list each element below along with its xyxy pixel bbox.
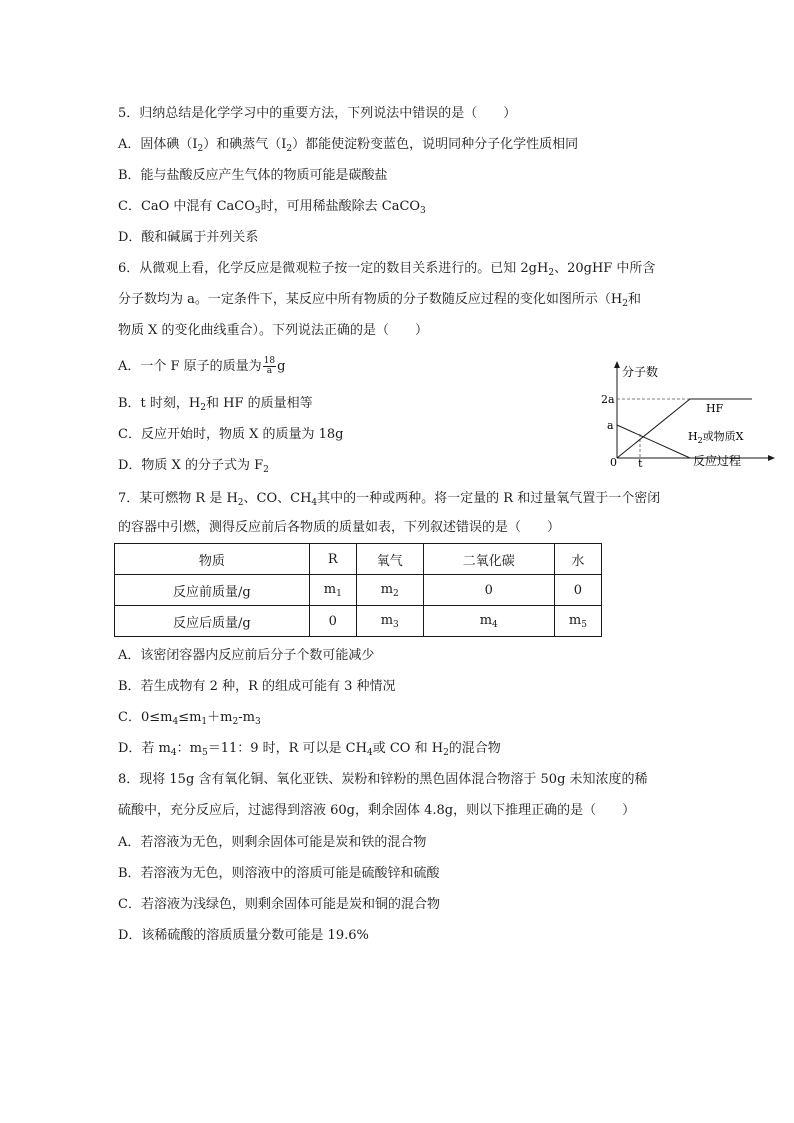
q5-stem: 5．归纳总结是化学学习中的重要方法，下列说法中错误的是（ ） bbox=[118, 106, 517, 121]
row-label: 反应前质量/g bbox=[115, 575, 310, 606]
q5-option-d: D．酸和碱属于并列关系 bbox=[118, 230, 259, 245]
q7-option-a: A．该密闭容器内反应前后分子个数可能减少 bbox=[118, 648, 375, 663]
fraction-18-over-a: $\frac{18}{a}$ bbox=[263, 356, 276, 376]
origin-label: 0 bbox=[610, 456, 617, 469]
q8-option-c: C．若溶液为浅绿色，则剩余固体可能是炭和铜的混合物 bbox=[118, 897, 440, 912]
q8-stem-line1: 8．现将 15g 含有氧化铜、氧化亚铁、炭粉和锌粉的黑色固体混合物溶于 50g 未知浓度的稀 bbox=[118, 772, 648, 787]
table-header-row bbox=[115, 544, 602, 575]
q7-option-d: D．若 $m_4$：$m_5=11$：9 时，R 可以是 $CH_4$或 CO 和 $H_2$的混合物 bbox=[118, 741, 501, 758]
q8-option-d: D．该稀硫酸的溶质质量分数可能是 19.6% bbox=[118, 928, 369, 943]
q6-stem-line3: 物质 X 的变化曲线重合）。下列说法正确的是（ ） bbox=[118, 323, 429, 338]
x-tick-t: t bbox=[638, 457, 643, 470]
q8-option-a: A．若溶液为无色，则剩余固体可能是炭和铁的混合物 bbox=[118, 835, 427, 850]
q5-option-a: A．固体碘$(I_2)$和碘蒸气$(I_2)$都能使淀粉变蓝色，说明同种分子化学性质相同 bbox=[118, 137, 579, 154]
hf-curve bbox=[617, 399, 752, 458]
table-cell: 0 bbox=[554, 575, 601, 606]
q8-stem-line2: 硫酸中，充分反应后，过滤得到溶液 60g，剩余固体 4.8g，则以下推理正确的是（ ） bbox=[118, 803, 636, 818]
table-cell: $m_2$ bbox=[356, 575, 423, 606]
table-row-before bbox=[115, 575, 602, 606]
q5-option-c: C．CaO 中混有 CaCO$_3$时，可用稀盐酸除去 CaCO$_3$ bbox=[118, 199, 426, 216]
y-tick-2a: 2a bbox=[601, 393, 615, 406]
table-cell: 0 bbox=[423, 575, 554, 606]
header-cell: 氧气 bbox=[356, 544, 423, 575]
table-cell: $m_5$ bbox=[554, 606, 601, 637]
y-axis-label: 分子数 bbox=[622, 365, 659, 379]
q6-option-a: A．一个 F 原子的质量为 $\frac{18}{a}$ g bbox=[118, 356, 286, 376]
q5-option-b: B．能与盐酸反应产生气体的物质可能是碳酸盐 bbox=[118, 168, 388, 183]
q8-option-b: B．若溶液为无色，则溶液中的溶质可能是硫酸锌和硫酸 bbox=[118, 866, 440, 881]
x-axis-label: 反应过程 bbox=[693, 454, 742, 468]
q7-option-b: B．若生成物有 2 种，R 的组成可能有 3 种情况 bbox=[118, 679, 396, 694]
y-axis-arrow bbox=[614, 361, 620, 368]
table-cell: $m_4$ bbox=[423, 606, 554, 637]
y-tick-a: a bbox=[607, 419, 614, 432]
row-label: 反应后质量/g bbox=[115, 606, 310, 637]
table-row-after bbox=[115, 606, 602, 637]
h2-x-curve bbox=[617, 425, 690, 458]
q6-option-b: B．t 时刻，$H_2$和 HF 的质量相等 bbox=[118, 396, 313, 413]
header-cell: 物质 bbox=[115, 544, 310, 575]
q7-stem-line1: 7．某可燃物 R 是 $H_2$、CO、$CH_4$其中的一种或两种。将一定量的 R 和过量氧气置于一个密闭 bbox=[118, 491, 661, 508]
q7-mass-table bbox=[114, 543, 602, 637]
header-cell: R bbox=[309, 544, 356, 575]
table-cell: $m_3$ bbox=[356, 606, 423, 637]
q6-molecule-graph bbox=[600, 360, 780, 470]
q7-option-c: C．$0\le m_4\le m_1+m_2-m_3$ bbox=[118, 710, 261, 727]
q6-stem-line2: 分子数均为 a。一定条件下，某反应中所有物质的分子数随反应过程的变化如图所示（$H_2$和 bbox=[118, 292, 641, 309]
q6-option-c: C．反应开始时，物质 X 的质量为 18g bbox=[118, 427, 344, 442]
header-cell: 二氧化碳 bbox=[423, 544, 554, 575]
table-cell: $m_1$ bbox=[309, 575, 356, 606]
x-axis-arrow bbox=[768, 455, 775, 461]
header-cell: 水 bbox=[554, 544, 601, 575]
table-cell: 0 bbox=[309, 606, 356, 637]
q6-stem-line1: 6．从微观上看，化学反应是微观粒子按一定的数目关系进行的。已知 $2gH_2$、20gHF 中所含 bbox=[118, 261, 656, 278]
hf-label: HF bbox=[706, 402, 724, 415]
q7-stem-line2: 的容器中引燃，测得反应前后各物质的质量如表，下列叙述错误的是（ ） bbox=[118, 520, 561, 535]
h2-x-label: $H_2$或物质X bbox=[688, 430, 744, 445]
q6-option-d: D．物质 X 的分子式为 $F_2$ bbox=[118, 458, 269, 475]
